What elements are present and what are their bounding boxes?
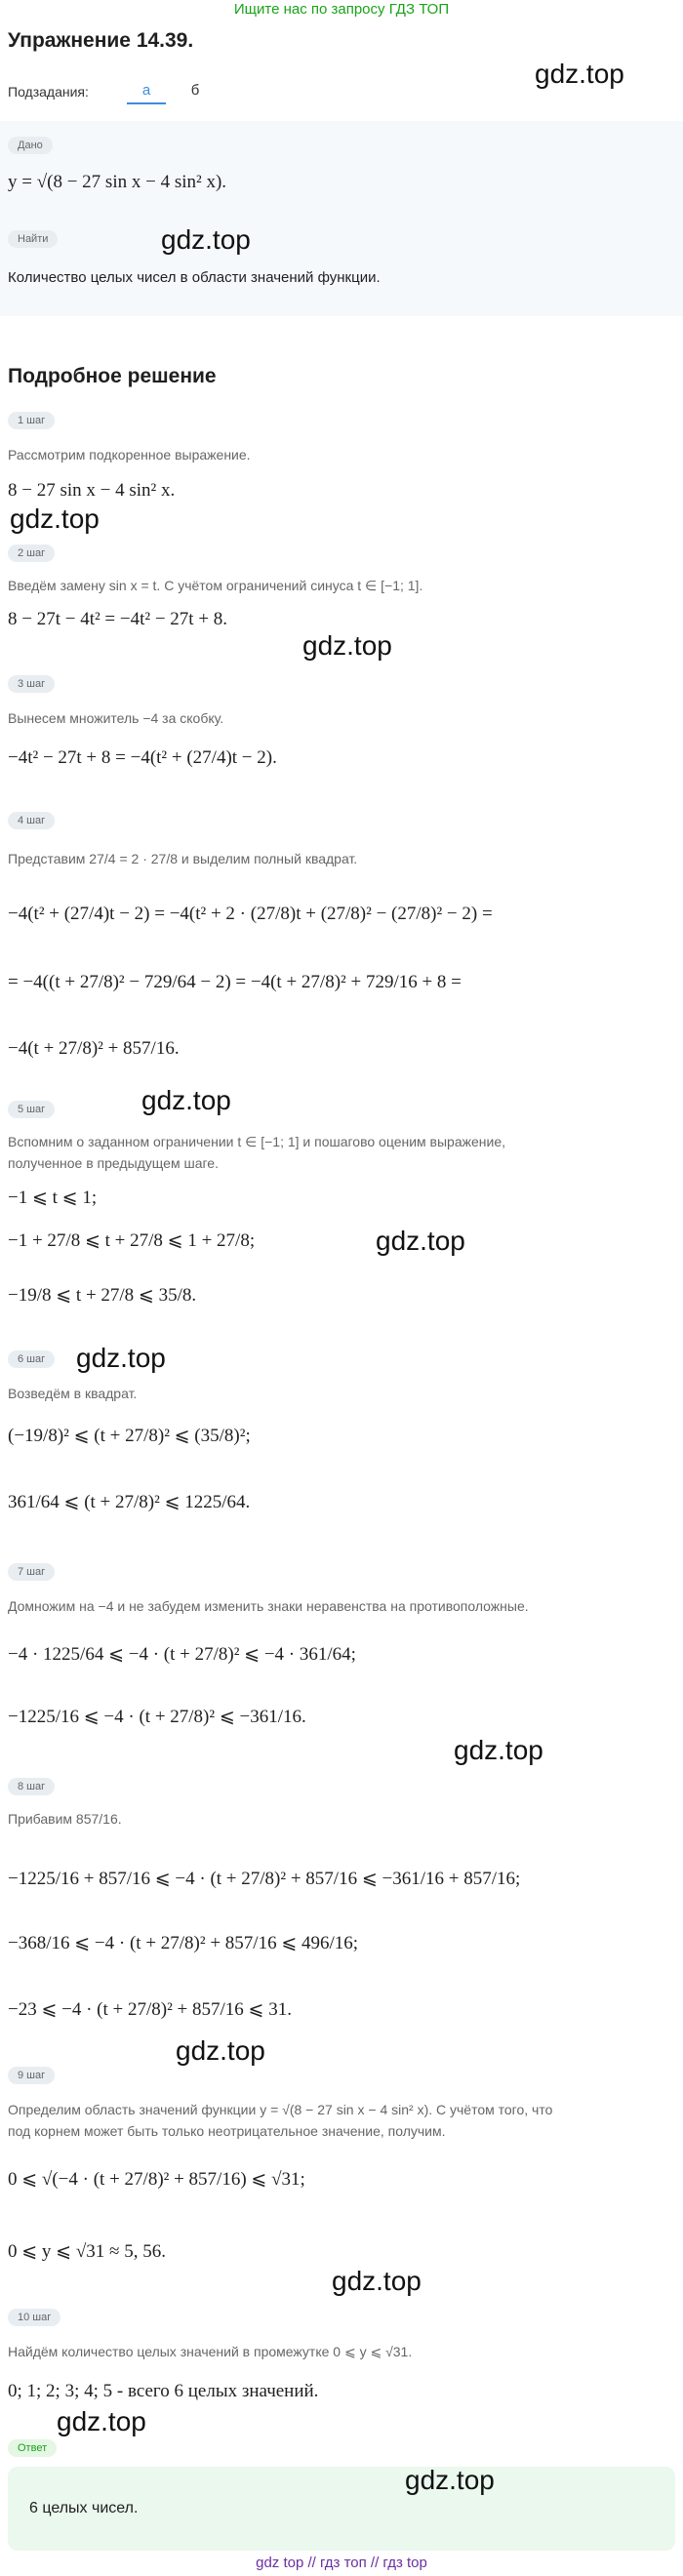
- step-text: Рассмотрим подкоренное выражение.: [8, 447, 251, 463]
- step-math: (−19/8)² ⩽ (t + 27/8)² ⩽ (35/8)²;: [8, 1426, 251, 1446]
- watermark: gdz.top: [454, 1735, 543, 1765]
- step-chip: 9 шаг: [8, 2067, 55, 2084]
- step-text: Вынесем множитель −4 за скобку.: [8, 710, 224, 726]
- solution-title: Подробное решение: [8, 365, 217, 387]
- step-chip: 2 шаг: [8, 544, 55, 562]
- given-chip: Дано: [8, 137, 53, 154]
- step-math: 8 − 27t − 4t² = −4t² − 27t + 8.: [8, 609, 228, 629]
- step-chip: 5 шаг: [8, 1101, 55, 1118]
- step-math: −1225/16 ⩽ −4 · (t + 27/8)² ⩽ −361/16.: [8, 1707, 306, 1727]
- given-block: [0, 121, 683, 316]
- step-math: −4(t + 27/8)² + 857/16.: [8, 1038, 180, 1059]
- step-math: −1 ⩽ t ⩽ 1;: [8, 1187, 98, 1208]
- watermark: gdz.top: [76, 1343, 166, 1373]
- find-chip: Найти: [8, 230, 58, 248]
- top-banner[interactable]: Ищите нас по запросу ГДЗ ТОП: [233, 1, 450, 18]
- tab-a[interactable]: а: [127, 82, 166, 104]
- watermark: gdz.top: [10, 503, 100, 534]
- step-chip: 6 шаг: [8, 1350, 55, 1368]
- step-math: 0; 1; 2; 3; 4; 5 - всего 6 целых значений.: [8, 2381, 319, 2401]
- step-text: полученное в предыдущем шаге.: [8, 1155, 219, 1171]
- given-formula: y = √(8 − 27 sin x − 4 sin² x).: [8, 172, 227, 192]
- watermark: gdz.top: [376, 1226, 465, 1256]
- watermark: gdz.top: [57, 2406, 146, 2436]
- step-text: Введём замену sin x = t. С учётом ограничений синуса t ∈ [−1; 1].: [8, 578, 423, 593]
- step-chip: 1 шаг: [8, 412, 55, 429]
- step-math: 0 ⩽ y ⩽ √31 ≈ 5, 56.: [8, 2241, 166, 2262]
- watermark: gdz.top: [176, 2035, 265, 2066]
- step-text: Возведём в квадрат.: [8, 1386, 138, 1401]
- step-chip: 4 шаг: [8, 812, 55, 829]
- step-text: Определим область значений функции y = √(8 − 27 sin x − 4 sin² x). С учётом того, что: [8, 2102, 553, 2117]
- step-text: Представим 27/4 = 2 · 27/8 и выделим полный квадрат.: [8, 851, 358, 866]
- answer-chip: Ответ: [8, 2439, 57, 2457]
- step-text: Найдём количество целых значений в промежутке 0 ⩽ y ⩽ √31.: [8, 2344, 413, 2359]
- find-text: Количество целых чисел в области значений функции.: [8, 269, 381, 286]
- step-text: Прибавим 857/16.: [8, 1811, 122, 1827]
- step-chip: 8 шаг: [8, 1778, 55, 1795]
- step-math: −19/8 ⩽ t + 27/8 ⩽ 35/8.: [8, 1285, 197, 1306]
- step-math: −1225/16 + 857/16 ⩽ −4 · (t + 27/8)² + 857/16 ⩽ −361/16 + 857/16;: [8, 1869, 521, 1889]
- step-text: под корнем может быть только неотрицательное значение, получим.: [8, 2123, 446, 2139]
- step-math: −4 · 1225/64 ⩽ −4 · (t + 27/8)² ⩽ −4 · 361/64;: [8, 1644, 356, 1665]
- watermark: gdz.top: [332, 2266, 422, 2296]
- watermark: gdz.top: [535, 59, 624, 89]
- step-math: = −4((t + 27/8)² − 729/64 − 2) = −4(t + 27/8)² + 729/16 + 8 =: [8, 972, 462, 992]
- tab-b[interactable]: б: [190, 82, 200, 99]
- step-math: −4t² − 27t + 8 = −4(t² + (27/4)t − 2).: [8, 747, 277, 768]
- watermark: gdz.top: [161, 224, 251, 255]
- step-math: 8 − 27 sin x − 4 sin² x.: [8, 480, 176, 501]
- step-chip: 7 шаг: [8, 1563, 55, 1581]
- step-math: 0 ⩽ √(−4 · (t + 27/8)² + 857/16) ⩽ √31;: [8, 2169, 305, 2190]
- watermark: gdz.top: [302, 630, 392, 661]
- subtasks-label: Подзадания:: [8, 84, 89, 100]
- step-math: −1 + 27/8 ⩽ t + 27/8 ⩽ 1 + 27/8;: [8, 1230, 256, 1251]
- step-text: Домножим на −4 и не забудем изменить знаки неравенства на противоположные.: [8, 1598, 529, 1614]
- step-text: Вспомним о заданном ограничении t ∈ [−1; 1] и пошагово оценим выражение,: [8, 1134, 506, 1149]
- footer-links[interactable]: gdz top // гдз топ // гдз top: [256, 2555, 427, 2571]
- step-math: −368/16 ⩽ −4 · (t + 27/8)² + 857/16 ⩽ 496/16;: [8, 1933, 359, 1953]
- answer-text: 6 целых чисел.: [29, 2500, 139, 2516]
- step-chip: 3 шаг: [8, 675, 55, 693]
- watermark: gdz.top: [405, 2465, 495, 2495]
- step-math: 361/64 ⩽ (t + 27/8)² ⩽ 1225/64.: [8, 1492, 251, 1512]
- step-math: −23 ⩽ −4 · (t + 27/8)² + 857/16 ⩽ 31.: [8, 1999, 292, 2020]
- exercise-title: Упражнение 14.39.: [8, 29, 194, 52]
- step-math: −4(t² + (27/4)t − 2) = −4(t² + 2 · (27/8)t + (27/8)² − (27/8)² − 2) =: [8, 904, 493, 924]
- step-chip: 10 шаг: [8, 2309, 60, 2326]
- watermark: gdz.top: [141, 1085, 231, 1115]
